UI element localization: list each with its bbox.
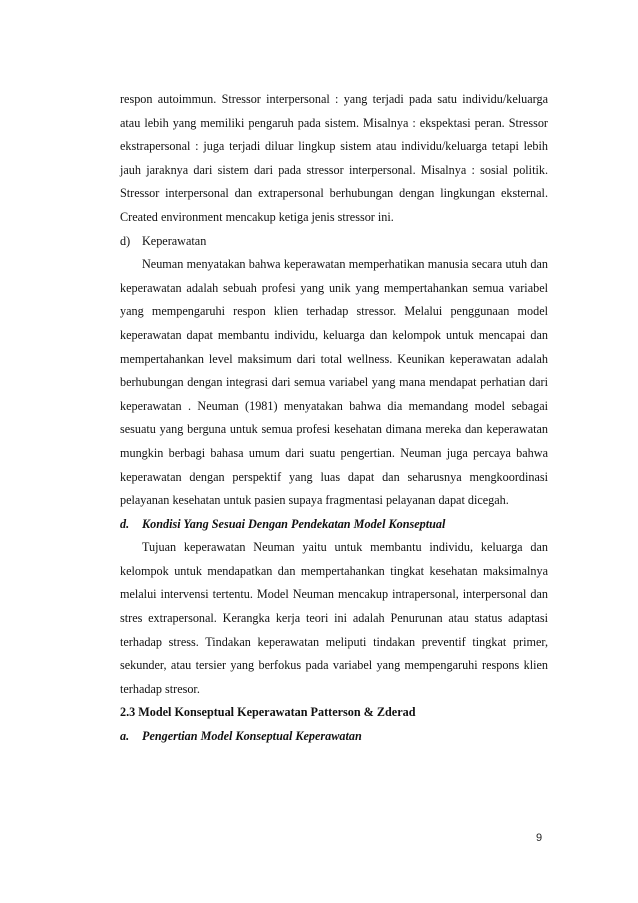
section-title: Model Konseptual Keperawatan Patterson & Zderad xyxy=(138,705,416,720)
subheading-marker: d. xyxy=(120,516,130,531)
list-item-keperawatan xyxy=(120,230,548,254)
subheading-kondisi xyxy=(120,513,548,537)
subheading-marker: a. xyxy=(120,729,130,744)
page-number: 9 xyxy=(536,832,543,844)
subheading-pengertian xyxy=(120,725,548,749)
page-content xyxy=(120,88,548,749)
list-item-title: Keperawatan xyxy=(142,233,207,248)
section-number: 2.3 xyxy=(120,705,136,720)
subheading-title: Pengertian Model Konseptual Keperawatan xyxy=(142,729,362,744)
paragraph-stressor-types: respon autoimmun. Stressor interpersonal : yang terjadi pada satu individu/keluarga atau lebih yang memiliki pengaruh pada sistem. Misalnya : ekspektasi peran. Stressor ekstrapersonal : juga terjadi diluar lingkup sistem atau individu/keluarga tetapi lebih jauh jaraknya dari sistem dari pada stressor interpersonal. Misalnya : sosial politik. Stressor interpersonal dan extrapersonal berhubungan dengan lingkungan eksternal. Created environment mencakup ketiga jenis stressor ini. xyxy=(120,92,548,224)
paragraph-tujuan: Tujuan keperawatan Neuman yaitu untuk membantu individu, keluarga dan kelompok untuk mendapatkan dan mempertahankan tingkat kesehatan maksimalnya melalui intervensi tertentu. Model Neuman mencakup intrapersonal, interpersonal dan stres extrapersonal. Kerangka kerja teori ini adalah Penurunan atau status adaptasi terhadap stress. Tindakan keperawatan meliputi tindakan preventif tingkat primer, sekunder, atau tersier yang berfokus pada variabel yang mempengaruhi respons klien terhadap stresor. xyxy=(120,540,548,696)
section-heading xyxy=(120,701,548,725)
list-marker: d) xyxy=(120,233,131,248)
paragraph-keperawatan: Neuman menyatakan bahwa keperawatan memperhatikan manusia secara utuh dan keperawatan adalah sebuah profesi yang unik yang mempertahankan semua variabel yang mempengaruhi respon klien terhadap stressor. Melalui penggunaan model keperawatan dapat membantu individu, keluarga dan kelompok untuk mencapai dan mempertahankan level maksimum dari total wellness. Keunikan keperawatan adalah berhubungan dengan integrasi dari semua variabel yang mana mendapat perhatian dari keperawatan . Neuman (1981) menyatakan bahwa dia memandang model sebagai sesuatu yang berguna untuk semua profesi kesehatan dimana mereka dan keperawatan mungkin berbagi bahasa umum dari suatu pengertian. Neuman juga percaya bahwa keperawatan dengan perspektif yang luas dapat dan seharusnya mengkoordinasi pelayanan kesehatan untuk pasien supaya fragmentasi pelayanan dapat dicegah. xyxy=(120,257,548,508)
subheading-title: Kondisi Yang Sesuai Dengan Pendekatan Model Konseptual xyxy=(142,516,446,531)
